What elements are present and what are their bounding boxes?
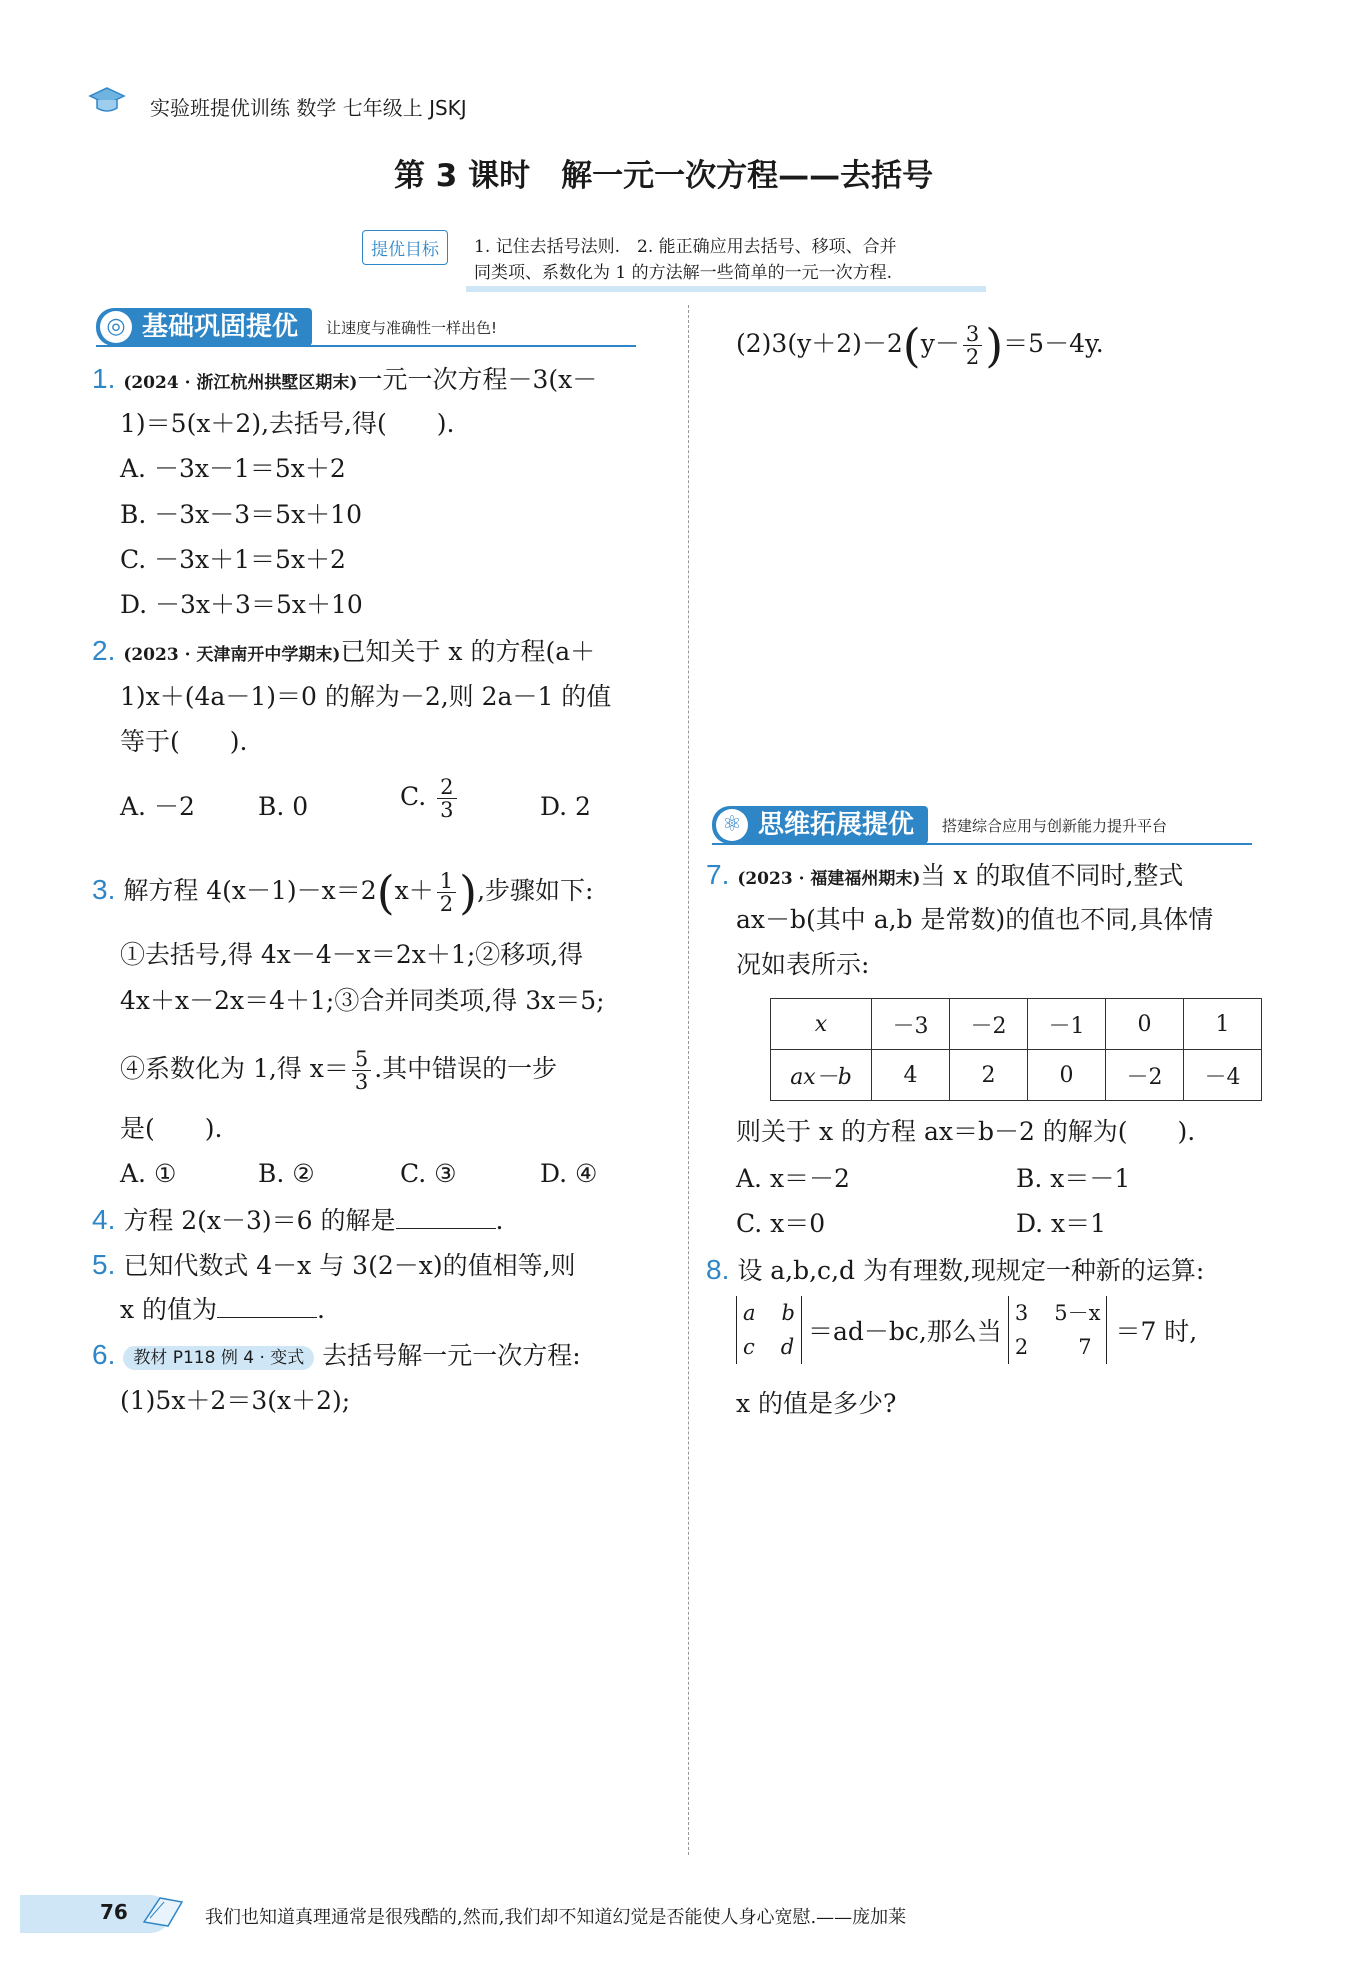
- determinant: a b c d: [736, 1296, 802, 1364]
- fraction: $\frac{3}{2}$: [963, 323, 982, 368]
- section-underline: [96, 345, 636, 347]
- option-c: C. x＝0: [736, 1209, 826, 1238]
- question-text-part: ＝7 时,: [1115, 1317, 1198, 1346]
- question-text-part: .其中错误的一步: [374, 1054, 558, 1083]
- option-d: D. x＝1: [1016, 1209, 1107, 1238]
- option-d: D. ④: [540, 1159, 598, 1188]
- question-7-line-4: 则关于 x 的方程 ax＝b－2 的解为( ).: [736, 1117, 1196, 1146]
- value-table: [770, 998, 1262, 1101]
- question-3: 3. 解方程 4(x－1)－x＝2(x＋ $\frac{1}{2}$ ),步骤如下:: [92, 865, 594, 920]
- question-6-part-2: (2)3(y＋2)－2(y－ $\frac{3}{2}$ )＝5－4y.: [736, 318, 1104, 373]
- table-cell: 0: [1028, 1050, 1106, 1101]
- table-cell: －1: [1028, 999, 1106, 1050]
- determinant: 3 5－x 2 7: [1008, 1296, 1108, 1364]
- question-text-part: ④系数化为 1,得 x＝: [120, 1054, 349, 1083]
- question-text-part: ,步骤如下:: [477, 876, 594, 905]
- table-cell: 4: [872, 1050, 950, 1101]
- section-subtitle: 让速度与准确性一样出色!: [326, 318, 498, 337]
- section-underline: [712, 843, 1252, 845]
- question-source: (2023 · 福建福州期末): [737, 869, 921, 889]
- question-text: 设 a,b,c,d 为有理数,现规定一种新的运算:: [737, 1256, 1205, 1285]
- question-text: 已知关于 x 的方程(a＋: [340, 637, 596, 666]
- option-a: A. －3x－1＝5x＋2: [120, 454, 346, 483]
- option-b: B. x＝－1: [1016, 1164, 1131, 1193]
- objectives-tag: 提优目标: [362, 230, 448, 265]
- table-cell: －2: [950, 999, 1028, 1050]
- table-cell: －3: [872, 999, 950, 1050]
- option-d: D. 2: [540, 792, 591, 821]
- answer-blank[interactable]: [217, 1293, 317, 1318]
- question-text-part: ＝ad－bc,那么当: [807, 1317, 1002, 1346]
- question-source: (2024 · 浙江杭州拱墅区期末): [123, 373, 358, 393]
- question-2: [92, 634, 595, 672]
- table-cell: ax－b: [771, 1050, 872, 1101]
- section-title: 基础巩固提优: [142, 312, 299, 342]
- question-5-line-2: [120, 1293, 325, 1327]
- question-text-part: y－: [920, 329, 960, 358]
- question-3-line-4: [120, 1048, 557, 1093]
- question-number: 4.: [92, 1204, 116, 1235]
- table-cell: －2: [1106, 1050, 1184, 1101]
- question-number: 8.: [706, 1254, 730, 1285]
- question-text-part: ＝5－4y.: [1003, 329, 1104, 358]
- table-cell: 2: [950, 1050, 1028, 1101]
- option-b: B. 0: [258, 792, 309, 821]
- question-2-line-3: 等于( ).: [120, 727, 248, 756]
- objectives-line-2: 同类项、系数化为 1 的方法解一些简单的一元一次方程.: [474, 263, 893, 283]
- table-row: [771, 999, 1262, 1050]
- table-cell: x: [771, 999, 872, 1050]
- question-4: [92, 1203, 503, 1238]
- question-7: [706, 858, 1183, 896]
- question-3-line-2: ①去括号,得 4x－4－x＝2x＋1;②移项,得: [120, 940, 584, 969]
- option-c: C. ③: [400, 1159, 457, 1188]
- question-1: [92, 362, 597, 400]
- question-3-line-5: 是( ).: [120, 1114, 223, 1143]
- question-text: 去括号解一元一次方程:: [322, 1341, 581, 1370]
- question-text: 一元一次方程－3(x－: [357, 365, 598, 394]
- question-text: 当 x 的取值不同时,整式: [920, 861, 1184, 890]
- option-a: A. ①: [120, 1159, 177, 1188]
- book-title: 实验班提优训练 数学 七年级上 JSKJ: [150, 96, 467, 120]
- option-a: A. x＝－2: [736, 1164, 850, 1193]
- option-a: A. －2: [120, 792, 195, 821]
- question-number: 6.: [92, 1339, 116, 1370]
- question-number: 2.: [92, 635, 116, 666]
- question-8-line-3: x 的值是多少?: [736, 1389, 897, 1418]
- question-number: 1.: [92, 363, 116, 394]
- question-7-line-3: 况如表所示:: [736, 950, 870, 979]
- question-text: 方程 2(x－3)＝6 的解是: [123, 1206, 396, 1235]
- objectives-underline: [466, 286, 986, 292]
- section-banner-basic: [96, 307, 497, 347]
- question-text-end: .: [317, 1295, 325, 1324]
- section-subtitle: 搭建综合应用与创新能力提升平台: [942, 816, 1168, 835]
- option-b: B. －3x－3＝5x＋10: [120, 500, 362, 529]
- page-number: 76: [100, 1900, 128, 1924]
- question-8-line-2: [736, 1296, 1197, 1364]
- atom-icon: ⚛: [716, 809, 748, 841]
- fraction: $\frac{1}{2}$: [437, 870, 456, 915]
- column-divider: [688, 305, 689, 1855]
- page-title: 第 3 课时 解一元一次方程——去括号: [394, 158, 934, 194]
- answer-blank[interactable]: [396, 1204, 496, 1229]
- question-number: 5.: [92, 1249, 116, 1280]
- question-text: 已知代数式 4－x 与 3(2－x)的值相等,则: [123, 1251, 576, 1280]
- question-6: [92, 1338, 581, 1375]
- objectives-line-1: 1. 记住去括号法则. 2. 能正确应用去括号、移项、合并: [474, 237, 897, 257]
- question-1-line-2: 1)＝5(x＋2),去括号,得( ).: [120, 409, 455, 438]
- section-title: 思维拓展提优: [758, 810, 915, 840]
- question-text-part: x 的值为: [120, 1295, 218, 1324]
- fraction: $\frac{5}{3}$: [352, 1048, 371, 1093]
- objectives-box: [356, 226, 996, 290]
- footer-quote: 我们也知道真理通常是很残酷的,然而,我们却不知道幻觉是否能使人身心宽慰.——庞加莱: [205, 1907, 907, 1928]
- question-text-part: (2)3(y＋2)－2: [736, 329, 903, 358]
- question-8: [706, 1253, 1204, 1288]
- question-source: (2023 · 天津南开中学期末): [123, 645, 341, 665]
- question-2-line-2: 1)x＋(4a－1)＝0 的解为－2,则 2a－1 的值: [120, 682, 612, 711]
- option-d: D. －3x＋3＝5x＋10: [120, 590, 363, 619]
- book-logo-icon: [88, 86, 126, 116]
- fraction: $\frac{2}{3}$: [437, 776, 456, 821]
- option-c: [400, 776, 460, 821]
- table-row: [771, 1050, 1262, 1101]
- question-text: 解方程 4(x－1)－x＝2: [123, 876, 377, 905]
- question-number: 7.: [706, 859, 730, 890]
- book-decoration-icon: [140, 1892, 186, 1928]
- option-c-label: C.: [400, 782, 427, 811]
- textbook-reference-tag: 教材 P118 例 4 · 变式: [123, 1346, 314, 1370]
- question-text-part: x＋: [394, 876, 434, 905]
- table-cell: 1: [1184, 999, 1262, 1050]
- question-number: 3.: [92, 874, 116, 905]
- option-c: C. －3x＋1＝5x＋2: [120, 545, 346, 574]
- table-cell: －4: [1184, 1050, 1262, 1101]
- target-icon: ◎: [100, 311, 132, 343]
- question-5: [92, 1248, 576, 1283]
- question-3-line-3: 4x＋x－2x＝4＋1;③合并同类项,得 3x＝5;: [120, 986, 605, 1015]
- section-banner-extension: [712, 805, 1167, 845]
- table-cell: 0: [1106, 999, 1184, 1050]
- question-6-part-1: (1)5x＋2＝3(x＋2);: [120, 1386, 351, 1415]
- question-text-end: .: [495, 1206, 504, 1235]
- question-7-line-2: ax－b(其中 a,b 是常数)的值也不同,具体情: [736, 905, 1214, 934]
- option-b: B. ②: [258, 1159, 315, 1188]
